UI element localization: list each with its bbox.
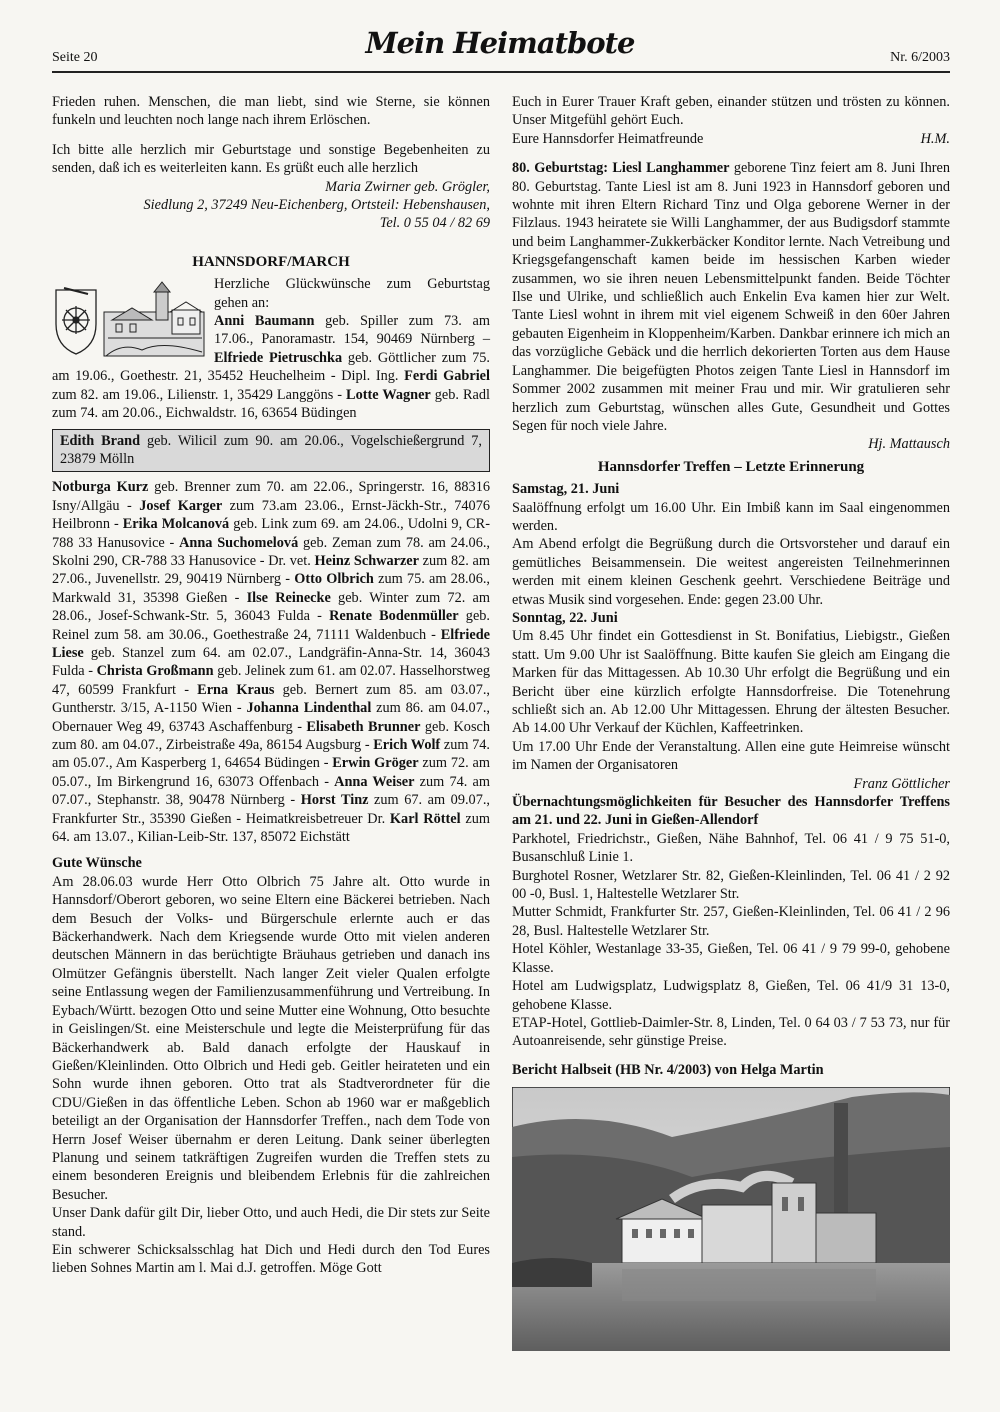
birthday-article: 80. Geburtstag: Liesl Langhammer geborene Tinz feiert am 8. Juni Ihren 80. Geburtstag. Tante Liesl ist am 8. Juni 1923 in Hannsdorf geboren und wohnte mit ihren Eltern Richard Tinz und Olga geborene Werner in der Filzlaus. 1943 heiratete sie Willi Langhammer, der aus Budigsdorf stammte und beim Langhammer-Zukkerbäcker Konditor lernte. Nach Vetreibung und Kriegsgefangenschaft kamen beide im hessischen Karben wieder zusammen, wo sie ihren neuen Lebensmittelpunkt fanden. Beide Töchter Ilse und Ulrike, und schließlich auch Enkelin Eva kamen hier zur Welt. Tante Liesl wohnt in ihrem mit viel eigenem Schweiß in den 60er Jahren gebauten Eigenheim in Kloppenheim/Karben. Dankbar erinnere ich mich an das vorzügliche Gebäck und die herrlich dekorierten Torten aus dem Hause Langhammer. Die beigefügten Photos zeigen Tante Liesl in Hannsdorf im Sommer 2002 zusammen mit meiner Frau und mir. Wir gratulieren sehr herzlich zum Geburtstag, wünschen alles Gute, Gesundheit und Gottes Segen für noch viele Jahre.: [512, 160, 950, 434]
heimatfreunde-signature: Eure Hannsdorfer Heimatfreunde H.M.: [512, 130, 950, 147]
sunday-heading: Sonntag, 22. Juni: [512, 609, 618, 626]
saturday-heading: Samstag, 21. Juni: [512, 481, 620, 498]
request-paragraph: Ich bitte alle herzlich mir Geburtstage und sonstige Begebenheiten zu senden, daß ich es weiterleiten kann. Es grüßt euch alle herzlich: [52, 141, 490, 177]
hotel-entry: ETAP-Hotel, Gottlieb-Daimler-Str. 8, Linden, Tel. 0 64 03 / 7 53 73, nur für Autoanreisende, sehr günstige Preise.: [512, 1014, 950, 1050]
hotel-entry: Parkhotel, Friedrichstr., Gießen, Nähe Bahnhof, Tel. 06 41 / 9 75 51-0, Busanschluß Linie 1.: [512, 830, 950, 866]
coat-of-arms-icon: [56, 288, 96, 354]
report-title: Bericht Halbseit (HB Nr. 4/2003) von Helga Martin: [512, 1061, 824, 1078]
masthead-logo: Mein Heimatbote: [365, 26, 635, 60]
factory-photo: [512, 1087, 950, 1351]
birthday-article-author: Hj. Mattausch: [868, 436, 950, 453]
left-column: [52, 93, 490, 1278]
town-illustration: [52, 280, 206, 358]
hotel-entry: Hotel am Ludwigsplatz, Ludwigsplatz 8, Gießen, Tel. 06 41/9 31 13-0, gehobene Klasse.: [512, 978, 950, 1013]
right-column: [512, 93, 950, 1351]
condolence-continued: Euch in Eurer Trauer Kraft geben, einander stützen und trösten zu können. Unser Mitgefühl gehört Euch.: [512, 94, 950, 129]
header-rule: [52, 71, 950, 73]
good-wishes-title: Gute Wünsche: [52, 855, 142, 872]
issue-number: Nr. 6/2003: [890, 50, 950, 65]
sunday-text-2: Um 17.00 Uhr Ende der Veranstaltung. Allen eine gute Heimreise wünscht im Namen der Organisatoren: [512, 738, 950, 774]
good-wishes-paragraph: Am 28.06.03 wurde Herr Otto Olbrich 75 Jahre alt. Otto wurde in Hannsdorf/Oberort geboren, wo seine Eltern eine Bäckerei betrieben. Nach dem Besuch der Volks- und Bürgerschule erlernte auch er das Bäckerhandwerk. Nach dem Kriegsende wurde Otto mit vielen anderen deutschen Männern in das berüchtigte Bräuhaus getrieben und danach ins Olmützer Gefängnis überstellt. Nach langer Zeit vieler Qualen erfolgte seine Entlassung wegen der Familienzusammenführung und Vertreibung. In Eybach/Württ. bezogen Otto und seine Mutter eine Wohnung, Otto besuchte in Geislingen/St. eine Meisterschule und legte die Meisterprüfung für das Bäckerhandwerk ab. Bald danach erfolgte der Hauskauf in Gießen/Kleinlinden. Otto Olbrich und Hedi geb. Geitler heirateten und ein Sohn wurde ihnen geboren. Otto trat als Stadtverordneter für die CDU/Gießen in das öffentliche Leben. Schon ab 1960 war er maßgeblich beteiligt an der Organisation der Hannsdorfer Treffen., nach dem Tode von Herrn Josef Weiser übernahm er deren Leitung. Dank seiner überlegten Planung und seinem tatkräftigen Zugreifen wurden die Treffen stets zu einem besonderen Ereignis und bleibendem Erlebnis für die zahlreichen Besucher.: [52, 873, 490, 1203]
saturday-text-2: Am Abend erfolgt die Begrüßung durch die Ortsvorsteher und darauf ein gemütliches Beisammensein. Die weitest angereisten Teilnehmerinnen werden mit einem kleinen Geschenk geehrt. Verschiedene Beiträge und etwas Musik sind vorgesehen. Ende: gegen 23.00 Uhr.: [512, 536, 950, 608]
thanks-paragraph: Unser Dank dafür gilt Dir, lieber Otto, und auch Hedi, die Dir stets zur Seite stand.: [52, 1205, 490, 1240]
signature-address: Siedlung 2, 37249 Neu-Eichenberg, Ortsteil: Hebenshausen,: [143, 197, 490, 214]
saturday-text-1: Saalöffnung erfolgt um 16.00 Uhr. Ein Imbiß kann im Saal eingenommen werden.: [512, 499, 950, 534]
section-title: HANNSDORF/MARCH: [192, 253, 350, 270]
accommodation-title: Übernachtungsmöglichkeiten für Besucher des Hannsdorfer Treffens am 21. und 22. Juni in Gießen-Allendorf: [512, 794, 950, 829]
hotel-entry: Burghotel Rosner, Wetzlarer Str. 82, Gießen-Kleinlinden, Tel. 06 41 / 2 92 00 -0, Busl. 1, Haltestelle Wetzlarer Str.: [512, 867, 950, 903]
greeting-text: Herzliche Glückwünsche zum Geburtstag gehen an:: [214, 276, 490, 311]
sunday-text-1: Um 8.45 Uhr findet ein Gottesdienst in St. Bonifatius, Liebigstr., Gießen statt. Um 9.00 Uhr ist Saalöffnung. Bitte kaufen Sie gleich am Eingang die Marken für das Mittagessen. Ab 10.30 Uhr erfolgt die Begrüßung und ein Bericht über eine kürzlich erfolgte Hannsdorfreise. Die Totenehrung schließt sich an. Ab 12.00 Uhr Mittagessen. Ehrung der ältesten Besucher. Ab 14.00 Uhr Verkauf der Küchlen, Kaffeetrinken.: [512, 628, 950, 737]
church-sketch: [104, 282, 204, 356]
hotel-entry: Hotel Köhler, Westanlage 33-35, Gießen, Tel. 06 41 / 9 79 99-0, gehobene Klasse.: [512, 941, 950, 976]
organizer-signature: Franz Göttlicher: [853, 775, 950, 792]
treffen-title: Hannsdorfer Treffen – Letzte Erinnerung: [597, 458, 865, 475]
birthday-list-1: Anni Baumann geb. Spiller zum 73. am 17.06., Panoramastr. 154, 90469 Nürnberg – Elfriede Pietruschka geb. Göttlicher zum 75. am 19.06., Goethestr. 21, 35452 Heuchelheim - Dipl. Ing. Ferdi Gabriel zum 82. am 19.06., Lilienstr. 1, 35429 Langgöns - Lotte Wagner geb. Radl zum 74. am 20.06., Eichwaldstr. 16, 63654 Büdingen: [52, 313, 490, 422]
highlight-box-birthday: Edith Brand geb. Wilicil zum 90. am 20.06., Vogelschießergrund 7, 23879 Mölln: [52, 429, 490, 473]
hotel-entry: Mutter Schmidt, Frankfurter Str. 257, Gießen-Kleinlinden, Tel. 06 41 / 2 96 28, Busl. Haltestelle Wetzlarer Str.: [512, 904, 950, 939]
page-number: Seite 20: [52, 50, 98, 65]
signature-name: Maria Zwirner geb. Grögler,: [325, 178, 490, 195]
intro-paragraph: Frieden ruhen. Menschen, die man liebt, sind wie Sterne, sie können funkeln und leuchten noch lange nach ihrem Erlöschen.: [52, 94, 490, 129]
signature-phone: Tel. 0 55 04 / 82 69: [379, 215, 490, 232]
birthday-list-2: Notburga Kurz geb. Brenner zum 70. am 22.06., Springerstr. 16, 88316 Isny/Allgäu - Josef Karger zum 73.am 23.06., Ernst-Jäckh-Str., 74076 Heilbronn - Erika Molcanová geb. Link zum 69. am 24.06., Udolni 9, CR-788 33 Hanusovice - Anna Suchomelová geb. Zeman zum 78. am 24.06., Skolni 290, CR-788 33 Hanusovice - Dr. vet. Heinz Schwarzer zum 82. am 27.06., Juvenellstr. 29, 90419 Nürnberg - Otto Olbrich zum 75. am 28.06., Markwald 31, 35398 Gießen - Ilse Reinecke geb. Winter zum 72. am 28.06., Josef-Schwank-Str. 5, 36043 Fulda - Renate Bodenmüller geb. Reinel zum 58. am 30.06., Goethestraße 24, 71111 Waldenbuch - Elfriede Liese geb. Stanzel zum 64. am 02.07., Landgräfin-Anna-Str. 14, 36043 Fulda - Christa Großmann geb. Jelinek zum 61. am 02.07. Hasselhorstweg 47, 60599 Frankfurt - Erna Kraus geb. Bernert zum 85. am 03.07., Guntherstr. 3/15, A-1150 Wien - Johanna Lindenthal zum 86. am 04.07., Obernauer Weg 49, 63743 Aschaffenburg - Elisabeth Brunner geb. Kosch zum 80. am 04.07., Zirbeistraße 49a, 86154 Augsburg - Erich Wolf zum 74. am 05.07., Am Kasperberg 1, 64654 Büdingen - Erwin Gröger zum 72. am 05.07., Im Birkengrund 16, 63073 Offenbach - Anna Weiser zum 74. am 07.07., Stephanstr. 38, 90478 Nürnberg - Horst Tinz zum 67. am 09.07., Frankfurter Str., 35390 Gießen - Heimatkreisbetreuer Dr. Karl Röttel zum 64. am 13.07., Kilian-Leib-Str. 137, 85072 Eichstätt: [52, 479, 491, 846]
condolence-paragraph: Ein schwerer Schicksalsschlag hat Dich und Hedi durch den Tod Eures lieben Sohnes Martin am l. Mai d.J. getroffen. Möge Gott: [52, 1241, 490, 1277]
